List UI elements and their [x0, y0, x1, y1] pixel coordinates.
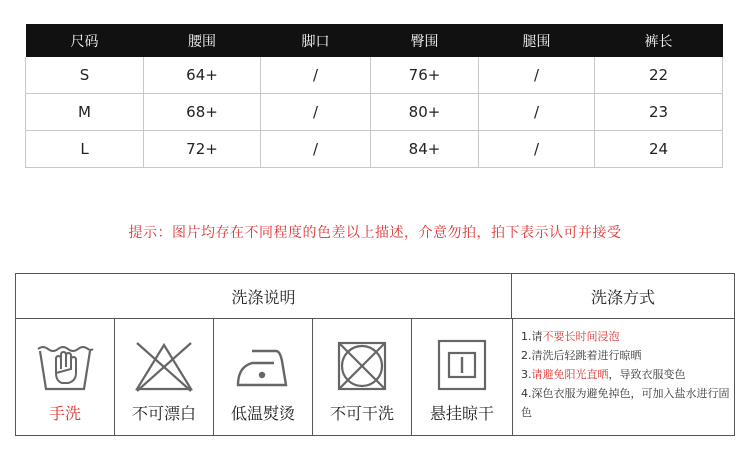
table-row: [26, 131, 723, 168]
size-table: [25, 24, 723, 168]
header-waist: 腰围: [144, 24, 261, 57]
symbol-label: 不可干洗: [329, 404, 394, 423]
table-cell: /: [261, 94, 371, 131]
size-table-header: [26, 24, 723, 57]
table-row: [26, 57, 723, 94]
header-thigh: 腿围: [479, 24, 595, 57]
care-symbol-hand-wash: [16, 319, 115, 435]
header-hem: 脚口: [261, 24, 371, 57]
table-cell: 23: [595, 94, 723, 131]
method-item: 1.请不要长时间浸泡: [521, 330, 620, 343]
header-hip: 臀围: [371, 24, 479, 57]
table-cell: 84+: [371, 131, 479, 168]
method-item: 3.请避免阳光直晒，导致衣服变色: [521, 368, 686, 381]
wash-instructions-title: 洗涤说明: [16, 274, 512, 319]
hand-wash-icon: [34, 339, 96, 393]
care-symbol-no-dry-clean: [313, 319, 412, 435]
table-cell: 80+: [371, 94, 479, 131]
table-cell: 68+: [144, 94, 261, 131]
care-symbol-no-bleach: [115, 319, 214, 435]
table-cell: /: [479, 94, 595, 131]
table-cell: /: [479, 131, 595, 168]
wash-methods-title: 洗涤方式: [512, 274, 734, 319]
table-row: [26, 94, 723, 131]
table-cell: 24: [595, 131, 723, 168]
table-cell: /: [479, 57, 595, 94]
wash-care-panel: [15, 273, 735, 436]
table-cell: /: [261, 57, 371, 94]
symbol-label: 不可漂白: [131, 404, 196, 423]
symbol-label: 悬挂晾干: [429, 404, 494, 423]
symbol-label: 低温熨烫: [230, 404, 295, 423]
care-symbol-hang-dry: [412, 319, 513, 435]
header-size: 尺码: [26, 24, 144, 57]
table-cell: 64+: [144, 57, 261, 94]
care-symbol-low-iron: [214, 319, 313, 435]
low-iron-icon: [230, 339, 296, 393]
table-cell: 22: [595, 57, 723, 94]
table-cell: L: [26, 131, 144, 168]
method-item: 4.深色衣服为避免掉色，可加入盐水进行固色: [521, 387, 730, 419]
no-dry-clean-icon: [331, 339, 393, 393]
header-length: 裤长: [595, 24, 723, 57]
wash-methods-list: [513, 319, 734, 435]
symbol-label: 手洗: [48, 404, 81, 423]
table-cell: S: [26, 57, 144, 94]
hang-dry-icon: [431, 339, 493, 393]
table-cell: 76+: [371, 57, 479, 94]
table-cell: /: [261, 131, 371, 168]
no-bleach-icon: [131, 339, 197, 393]
color-difference-notice: 提示：图片均存在不同程度的色差以上描述，介意勿拍，拍下表示认可并接受: [128, 225, 622, 241]
table-cell: 72+: [144, 131, 261, 168]
method-item: 2.清洗后轻跳着进行晾晒: [521, 349, 642, 362]
table-cell: M: [26, 94, 144, 131]
